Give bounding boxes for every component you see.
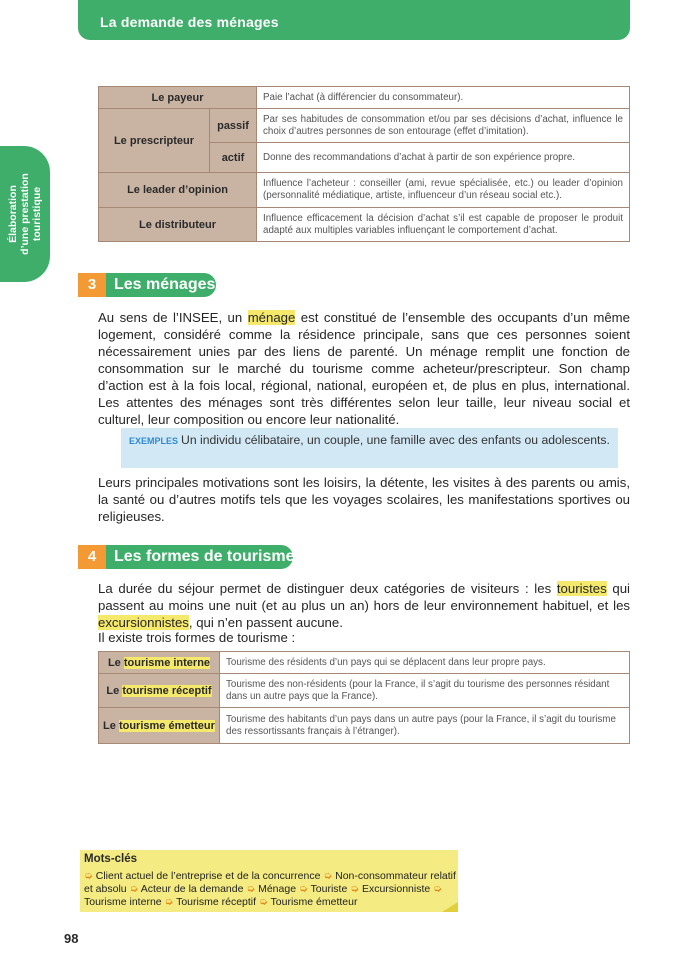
arrow-right-icon: ➭ bbox=[298, 883, 308, 895]
motivations-paragraph: Leurs principales motivations sont les loisirs, la détente, les visites à des parents ou amis, la santé ou d’autres motifs tels que les voyages scolaires, les manifestations sportives ou religieuses. bbox=[98, 475, 630, 524]
examples-tag: EXEMPLES bbox=[129, 436, 179, 446]
table-row bbox=[99, 708, 630, 744]
section-title: Les formes de tourisme bbox=[114, 548, 295, 565]
menages-paragraph: Au sens de l’INSEE, un ménage est constitué de l’ensemble des occupants d’un même logement, considéré comme la résidence principale, sans que ces personnes soient nécessairement unies par des liens de parenté. Un ménage remplit une fonction de consommation sur le marché du tourisme comme acheteur/prescripteur. Son champ d’action est à la fois local, régional, national, européen et, de plus en plus, international. Les attentes des ménages sont très différentes selon leur taille, leur niveau social et culturel, leur composition ou encore leur nationalité. bbox=[98, 310, 630, 427]
chapter-title: La demande des ménages bbox=[100, 14, 279, 30]
arrow-right-icon: ➭ bbox=[164, 896, 174, 908]
section-3-heading bbox=[78, 273, 216, 297]
row-label: Le tourisme interne bbox=[99, 652, 220, 674]
row-description: Influence efficacement la décision d’achat s’il est capable de proposer le produit adapté aux multiples variables influençant le comportement d’achat. bbox=[257, 208, 630, 242]
keyword: Tourisme émetteur bbox=[270, 896, 358, 908]
keywords-list bbox=[84, 870, 456, 909]
section-title: Les ménages bbox=[114, 276, 216, 293]
page-fold-decoration bbox=[442, 902, 458, 912]
highlighted-term: tourisme émetteur bbox=[118, 719, 215, 732]
keywords-box bbox=[80, 850, 458, 912]
tourism-forms-table bbox=[98, 651, 630, 744]
row-description: Tourisme des résidents d’un pays qui se déplacent dans leur propre pays. bbox=[220, 652, 630, 674]
highlighted-term: ménage bbox=[247, 310, 296, 325]
examples-text: Un individu célibataire, un couple, une famille avec des enfants ou adolescents. bbox=[181, 433, 610, 447]
row-label: Le tourisme émetteur bbox=[99, 708, 220, 744]
highlighted-term: excursionnistes bbox=[98, 615, 189, 630]
arrow-right-icon: ➭ bbox=[246, 883, 256, 895]
row-label: Le prescripteur bbox=[99, 109, 210, 173]
arrow-right-icon: ➭ bbox=[433, 883, 442, 895]
keyword: Touriste bbox=[310, 883, 348, 895]
row-description: Par ses habitudes de consommation et/ou par ses décisions d’achat, influence le choix d’autres personnes de son entourage (effet d’imitation). bbox=[257, 109, 630, 143]
row-sublabel: passif bbox=[210, 109, 257, 143]
section-number: 4 bbox=[78, 545, 106, 569]
keyword: Ménage bbox=[258, 883, 297, 895]
row-description: Influence l’acheteur : conseiller (ami, revue spécialisée, etc.) ou leader d’opinion (personnalité médiatique, artiste, influenceur d’un réseau social etc.). bbox=[257, 173, 630, 208]
row-description: Tourisme des non-résidents (pour la France, il s’agit du tourisme des personnes résidant dans un autre pays que la France). bbox=[220, 674, 630, 708]
row-description: Paie l’achat (à différencier du consommateur). bbox=[257, 87, 630, 109]
chapter-header bbox=[78, 0, 630, 40]
keyword: Tourisme réceptif bbox=[176, 896, 257, 908]
keywords-title: Mots-clés bbox=[84, 853, 138, 865]
row-label: Le payeur bbox=[99, 87, 257, 109]
arrow-right-icon: ➭ bbox=[323, 870, 333, 882]
table-row bbox=[99, 87, 630, 109]
examples-box bbox=[121, 428, 618, 468]
row-description: Donne des recommandations d’achat à partir de son expérience propre. bbox=[257, 143, 630, 173]
table-row bbox=[99, 674, 630, 708]
keyword: Non-consommateur relatif et absolu bbox=[84, 870, 456, 895]
page-number: 98 bbox=[64, 931, 79, 946]
arrow-right-icon: ➭ bbox=[129, 883, 139, 895]
keyword: Client actuel de l’entreprise et de la concurrence bbox=[95, 870, 321, 882]
highlighted-term: tourisme réceptif bbox=[122, 684, 212, 697]
arrow-right-icon: ➭ bbox=[350, 883, 360, 895]
arrow-right-icon: ➭ bbox=[258, 896, 268, 908]
side-section-tab[interactable] bbox=[0, 146, 50, 282]
table-row bbox=[99, 173, 630, 208]
keyword: Acteur de la demande bbox=[140, 883, 244, 895]
actors-table bbox=[98, 86, 630, 242]
row-label: Le leader d’opinion bbox=[99, 173, 257, 208]
side-tab-label: Élaboration d’une prestation touristique bbox=[7, 173, 43, 255]
tourism-forms-paragraph: La durée du séjour permet de distinguer deux catégories de visiteurs : les touristes qui passent au moins une nuit (et au plus un an) hors de leur environnement habituel, et les excursionnistes, qui n’en passent aucune. bbox=[98, 581, 630, 630]
keyword: Tourisme interne bbox=[84, 896, 162, 908]
table-row bbox=[99, 109, 630, 143]
highlighted-term: tourisme interne bbox=[123, 656, 211, 669]
row-sublabel: actif bbox=[210, 143, 257, 173]
row-label: Le tourisme réceptif bbox=[99, 674, 220, 708]
table-row bbox=[99, 652, 630, 674]
row-description: Tourisme des habitants d’un pays dans un autre pays (pour la France, il s’agit du tourisme des ressortissants français à l’étranger). bbox=[220, 708, 630, 744]
keyword: Excursionniste bbox=[361, 883, 431, 895]
highlighted-term: touristes bbox=[556, 581, 607, 596]
row-label: Le distributeur bbox=[99, 208, 257, 242]
arrow-right-icon: ➭ bbox=[84, 870, 93, 882]
table-row bbox=[99, 208, 630, 242]
section-number: 3 bbox=[78, 273, 106, 297]
tourism-forms-intro: Il existe trois formes de tourisme : bbox=[98, 630, 296, 645]
section-4-heading bbox=[78, 545, 293, 569]
